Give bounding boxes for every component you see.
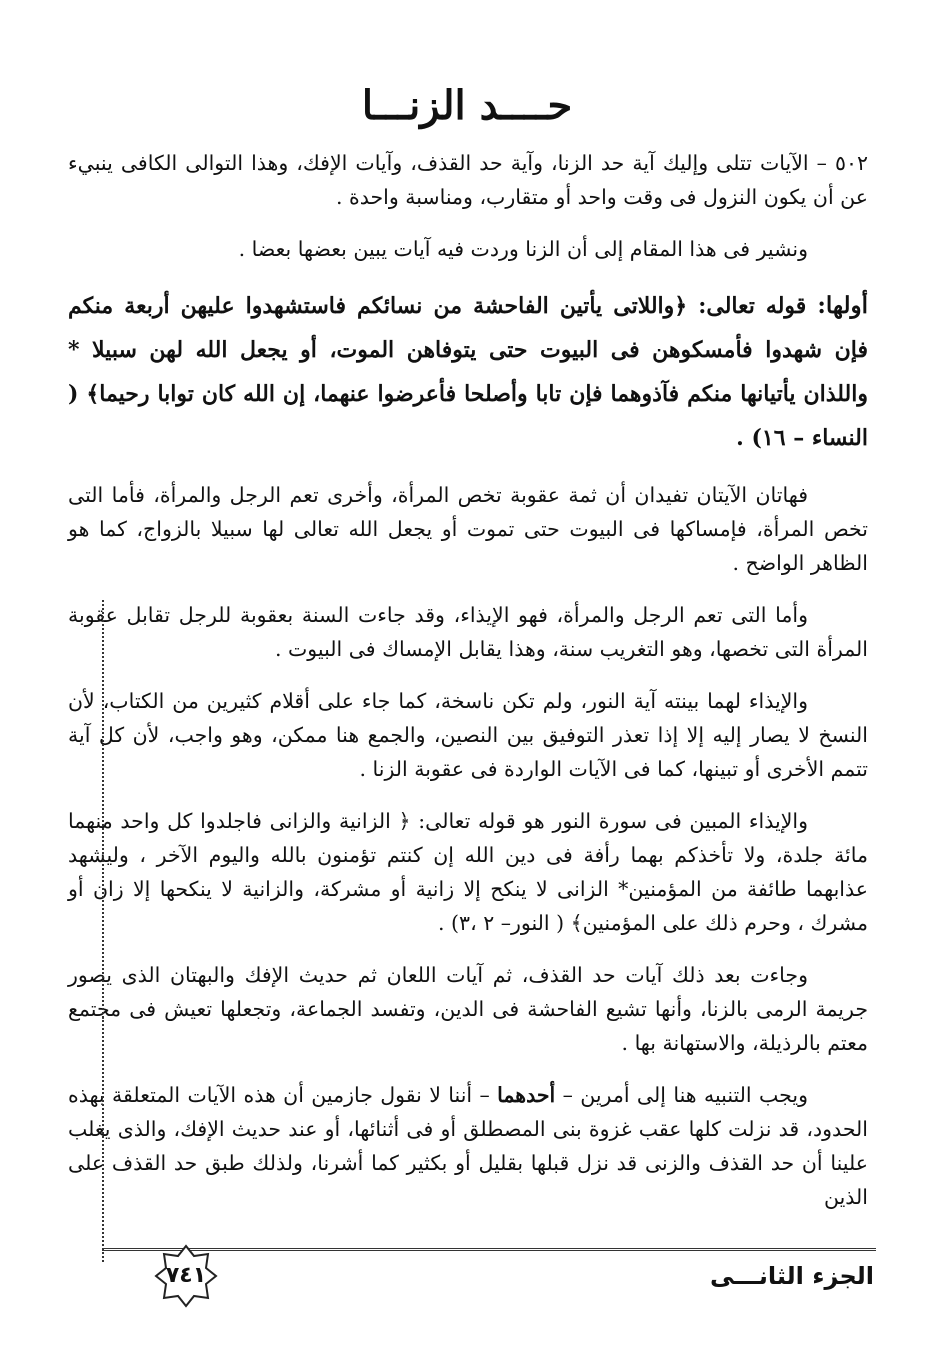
paragraph-bold-term: أحدهما: [497, 1083, 556, 1107]
paragraph-7: [68, 804, 868, 940]
paragraph-text-before: ويجب التنبيه هنا إلى أمرين –: [562, 1083, 808, 1107]
paragraph-8: [68, 958, 868, 1060]
paragraph-4: [68, 478, 868, 580]
paragraph-text: وأما التى تعم الرجل والمرأة، فهو الإيذاء، وقد جاءت السنة بعقوبة للرجل تقابل عقوبة المرأة التى تخصها، وهو التغريب سنة، وهذا يقابل الإمساك فى البيوت .: [68, 603, 868, 661]
page-number-badge: [154, 1244, 218, 1308]
paragraph-9: [68, 1078, 868, 1214]
paragraph-text: فهاتان الآيتان تفيدان أن ثمة عقوبة تخص المرأة، وأخرى تعم الرجل والمرأة، فأما التى تخص المرأة، فإمساكها فى البيوت حتى تموت أو يجعل الله تعالى لها سبيلا بالزواج، كما هو الظاهر الواضح .: [68, 483, 868, 575]
paragraph-5: [68, 598, 868, 666]
paragraph-lead: أولها:: [817, 292, 868, 319]
footer-rule: [102, 1248, 876, 1251]
paragraph-3-verse: [68, 284, 868, 460]
paragraph-text-after: – أننا لا نقول جازمين أن هذه الآيات المتعلقة بهذه الحدود، قد نزلت كلها عقب غزوة بنى المصطلق أو فى أثنائها، أو عند حديث الإفك، والذى يغلب علينا أن حد القذف والزنى قد نزل قبلها بقليل أو بكثير كما أشرنا، ولذلك طبق حد القذف على الذين: [68, 1083, 868, 1209]
paragraph-text: ٥٠٢ – الآيات تتلى وإليك آية حد الزنا، وآية حد القذف، وآيات الإفك، وهذا التوالى الكافى ينبيء عن أن يكون النزول فى وقت واحد أو متقارب، ومناسبة واحدة .: [68, 151, 868, 209]
page-number: ٧٤١: [165, 1263, 207, 1288]
margin-rule: [102, 600, 104, 1262]
body-text: [68, 146, 868, 1232]
page-title: حــــد الزنـــا: [361, 82, 573, 129]
paragraph-6: [68, 684, 868, 786]
paragraph-text: والإيذاء لهما بينته آية النور، ولم تكن ناسخة، كما جاء على أقلام كثيرين من الكتاب، لأن النسخ لا يصار إليه إلا إذا تعذر التوفيق بين النصين، والجمع هنا ممكن، وهو واجب، لأن كل آية تتمم الأخرى أو تبينها، كما فى الآيات الواردة فى عقوبة الزنا .: [68, 689, 869, 781]
paragraph-2: [68, 232, 868, 266]
paragraph-text: وجاءت بعد ذلك آيات حد القذف، ثم آيات اللعان ثم حديث الإفك والبهتان الذى يصور جريمة الرمى بالزنا، وأنها تشيع الفاحشة فى الدين، وتفسد الجماعة، وتجعلها تعيش فى مجتمع معتم بالرذيلة، والاستهانة بها .: [68, 963, 868, 1055]
paragraph-text: والإيذاء المبين فى سورة النور هو قوله تعالى: ﴿ الزانية والزانى فاجلدوا كل واحد منهما مائة جلدة، ولا تأخذكم بهما رأفة فى دين الله إن كنتم تؤمنون بالله واليوم الآخر ، وليشهد عذابهما طائفة من المؤمنين* الزانى لا ينكح إلا زانية أو مشركة، والزانية لا ينكحها إلا زان أو مشرك ، وحرم ذلك على المؤمنين﴾ ( النور– ٢ ،٣) .: [68, 809, 868, 935]
paragraph-text: ونشير فى هذا المقام إلى أن الزنا وردت فيه آيات يبين بعضها بعضا .: [238, 237, 808, 261]
footer-part-label: الجزء الثانـــى: [709, 1262, 874, 1290]
paragraph-1: [68, 146, 868, 214]
paragraph-text: قوله تعالى: ﴿واللاتى يأتين الفاحشة من نسائكم فاستشهدوا عليهن أربعة منكم فإن شهدوا فأمسكوهن فى البيوت حتى يتوفاهن الموت، أو يجعل الله لهن سبيلا * واللذان يأتيانها منكم فآذوهما فإن تابا وأصلحا فأعرضوا عنهما، إن الله كان توابا رحيما﴾ ( النساء – ١٦) .: [68, 293, 868, 451]
